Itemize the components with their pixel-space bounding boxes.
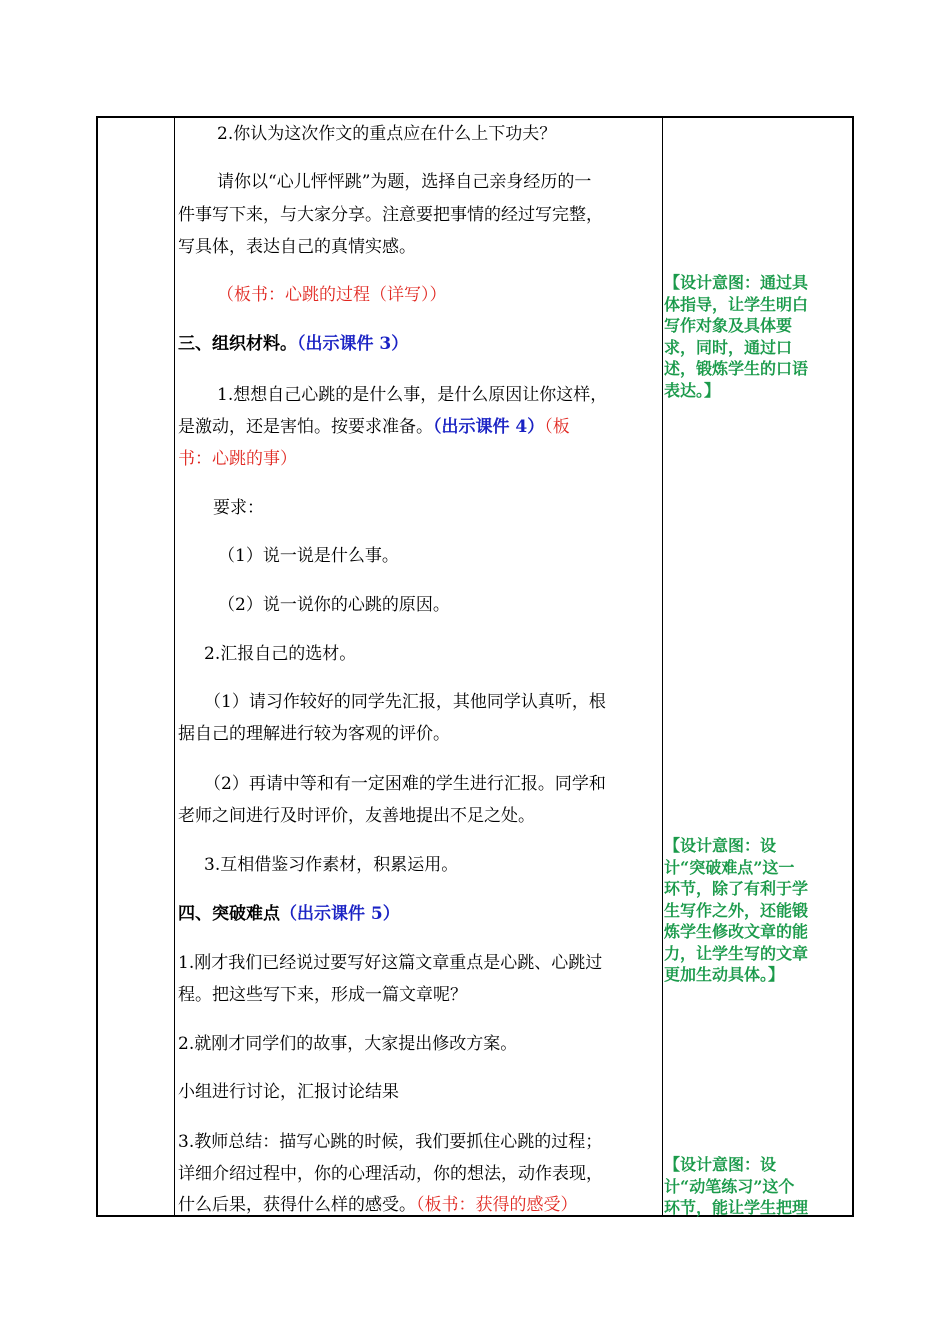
- summary-board-note: （板书：获得的感受）: [416, 1195, 578, 1215]
- design-intent-note-3: [664, 1154, 840, 1219]
- note-2-line: 更加生动具体。】: [664, 965, 785, 984]
- note-1-line: 写作对象及具体要: [664, 316, 793, 335]
- column-divider-2: [662, 118, 663, 1215]
- paragraph-difficulty-1-line-2: 程。把这些写下来，形成一篇文章呢？: [178, 985, 467, 1005]
- paragraph-report-1-line-2: 据自己的理解进行较为客观的评价。: [178, 724, 450, 744]
- paragraph-report-2-line-1: （2）再请中等和有一定困难的学生进行汇报。同学和: [204, 774, 606, 794]
- step-1-board-note-start: （板: [544, 417, 570, 437]
- paragraph-group-discussion: 小组进行讨论，汇报讨论结果: [178, 1082, 399, 1102]
- paragraph-summary-line-3: [178, 1189, 578, 1221]
- note-2-line: 力，让学生写的文章: [664, 943, 809, 963]
- note-2-line: 生写作之外，还能锻: [664, 900, 809, 920]
- note-1-line: 体指导，让学生明白: [664, 294, 809, 314]
- note-1-line: 述，锻炼学生的口语: [664, 359, 809, 378]
- section-3-heading: [178, 328, 408, 360]
- note-3-line: 【设计意图：设: [664, 1155, 777, 1174]
- section-4-title: 四、突破难点: [178, 904, 280, 924]
- paragraph-report-1-line-1: （1）请习作较好的同学先汇报，其他同学认真听，根: [204, 692, 606, 712]
- paragraph-step-2: 2.汇报自己的选材。: [204, 644, 357, 664]
- design-intent-note-1: [664, 272, 840, 401]
- note-3-line: 环节，能让学生把理: [664, 1198, 809, 1217]
- step-1-courseware: （出示课件 4）: [433, 417, 545, 437]
- requirement-2: （2）说一说你的心跳的原因。: [218, 595, 450, 615]
- summary-text: 什么后果，获得什么样的感受。: [178, 1195, 416, 1215]
- board-note-process: （板书：心跳的过程（详写））: [217, 285, 447, 305]
- section-3-title: 三、组织材料。: [178, 334, 297, 354]
- section-4-courseware: （出示课件 5）: [280, 904, 400, 924]
- section-4-heading: [178, 898, 400, 930]
- paragraph-step-1-line-2: [178, 411, 570, 443]
- paragraph-difficulty-1-line-1: 1.刚才我们已经说过要写好这篇文章重点是心跳、心跳过: [178, 953, 603, 973]
- paragraph-report-2-line-2: 老师之间进行及时评价，友善地提出不足之处。: [178, 806, 535, 826]
- paragraph-difficulty-2: 2.就刚才同学们的故事，大家提出修改方案。: [178, 1034, 518, 1054]
- paragraph-task-line-3: 写具体，表达自己的真情实感。: [178, 237, 416, 257]
- section-3-courseware: （出示课件 3）: [297, 334, 409, 354]
- paragraph-step-3: 3.互相借鉴习作素材，积累运用。: [204, 855, 459, 875]
- note-1-line: 【设计意图：通过具: [664, 273, 809, 292]
- paragraph-summary-line-2: 详细介绍过程中，你的心理活动，你的想法，动作表现，: [178, 1164, 603, 1184]
- note-1-line: 表达。】: [664, 380, 721, 400]
- note-3-line: 计“动笔练习”这个: [664, 1176, 795, 1196]
- lesson-plan-table: [96, 116, 854, 1217]
- paragraph-task-line-2: 件事写下来，与大家分享。注意要把事情的经过写完整，: [178, 205, 603, 225]
- requirements-label: 要求：: [213, 498, 264, 518]
- paragraph-step-1-line-1: 1.想想自己心跳的是什么事，是什么原因让你这样，: [217, 385, 608, 405]
- note-2-line: 计“突破难点”这一: [664, 857, 795, 877]
- paragraph-summary-line-1: 3.教师总结：描写心跳的时候，我们要抓住心跳的过程；: [178, 1132, 603, 1152]
- column-divider-1: [174, 118, 175, 1215]
- note-2-line: 炼学生修改文章的能: [664, 922, 809, 941]
- step-1-text: 是激动，还是害怕。按要求准备。: [178, 417, 433, 437]
- step-1-board-note-end: 书：心跳的事）: [178, 449, 297, 469]
- design-intent-note-2: [664, 835, 840, 986]
- requirement-1: （1）说一说是什么事。: [218, 546, 399, 566]
- note-2-line: 【设计意图：设: [664, 836, 777, 855]
- note-2-line: 环节，除了有利于学: [664, 879, 809, 898]
- note-1-line: 求，同时，通过口: [664, 337, 793, 357]
- paragraph-question-2: 2.你认为这次作文的重点应在什么上下功夫？: [217, 124, 557, 144]
- paragraph-task-line-1: 请你以“心儿怦怦跳”为题，选择自己亲身经历的一: [217, 172, 592, 192]
